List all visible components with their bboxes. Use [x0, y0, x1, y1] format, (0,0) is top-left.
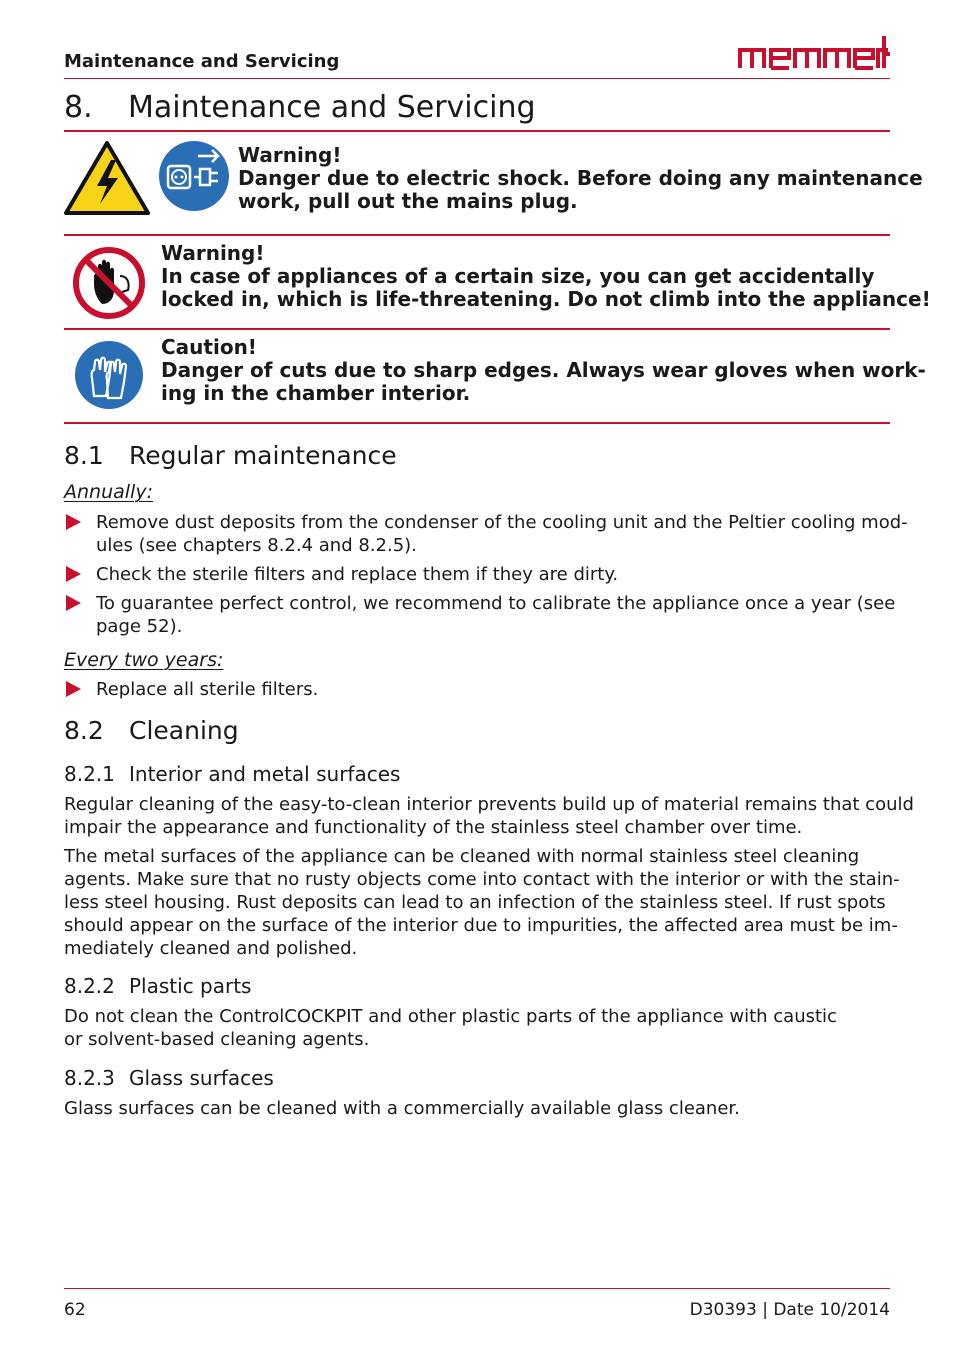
paragraph-line: impair the appearance and functionality of the stainless steel chamber over time. — [64, 817, 803, 838]
warning-text — [238, 144, 923, 213]
warning-line: In case of appliances of a certain size, you can get accidentally — [161, 264, 875, 288]
paragraph-line: or solvent-based cleaning agents. — [64, 1029, 370, 1050]
list-item — [64, 592, 896, 638]
bullet-arrow-icon — [66, 566, 81, 582]
document-info: D30393 | Date 10/2014 — [689, 1300, 890, 1320]
running-header-title: Maintenance and Servicing — [64, 51, 340, 72]
warning-line: Danger due to electric shock. Before doing any maintenance — [238, 166, 923, 190]
caution-line: ing in the chamber interior. — [161, 381, 471, 405]
bullet-arrow-icon — [66, 595, 81, 611]
list-item — [64, 511, 908, 557]
paragraph-line: The metal surfaces of the appliance can be cleaned with normal stainless steel cleaning — [64, 846, 860, 867]
paragraph-line: agents. Make sure that no rusty objects come into contact with the interior or with the stain- — [64, 869, 900, 890]
list-item — [64, 678, 890, 701]
list-item-text: Check the sterile filters and replace them if they are dirty. — [96, 564, 619, 585]
subsection-number: 8.2.3 — [64, 1066, 115, 1090]
warning-heading: Warning! — [161, 241, 265, 265]
chapter-number: 8. — [64, 90, 93, 125]
subsection-heading-plastic — [64, 974, 251, 998]
list-item-text: Remove dust deposits from the condenser of the cooling unit and the Peltier cooling mod- — [96, 512, 908, 533]
paragraph — [64, 845, 900, 960]
section-number: 8.1 — [64, 441, 104, 470]
no-entry-hand-icon — [72, 246, 146, 320]
section-number: 8.2 — [64, 716, 104, 745]
subsection-title: Plastic parts — [129, 974, 252, 998]
section-title: Cleaning — [129, 716, 239, 745]
high-voltage-warning-icon — [64, 140, 150, 216]
paragraph — [64, 1097, 890, 1120]
subsection-title: Glass surfaces — [129, 1066, 274, 1090]
paragraph — [64, 793, 914, 839]
page-header — [64, 30, 890, 79]
paragraph — [64, 1005, 890, 1051]
section-title: Regular maintenance — [129, 441, 397, 470]
list-item-text: page 52). — [96, 616, 183, 637]
section-heading-regular-maintenance — [64, 441, 397, 470]
subsection-heading-glass — [64, 1066, 274, 1090]
paragraph-line: mediately cleaned and polished. — [64, 938, 358, 959]
memmert-logo-icon — [738, 32, 890, 72]
paragraph-line: less steel housing. Rust deposits can lead to an infection of the stainless steel. If rust spots — [64, 892, 886, 913]
chapter-title-text: Maintenance and Servicing — [128, 90, 536, 125]
list-item — [64, 563, 890, 586]
list-item-text: Replace all sterile filters. — [96, 679, 319, 700]
warning-line: work, pull out the mains plug. — [238, 189, 578, 213]
annually-label: Annually: — [64, 481, 153, 503]
subsection-title: Interior and metal surfaces — [129, 762, 401, 786]
page-footer — [64, 1288, 890, 1320]
page-number: 62 — [64, 1300, 86, 1320]
every-two-years-label: Every two years: — [64, 649, 224, 671]
list-item-text: To guarantee perfect control, we recommend to calibrate the appliance once a year (see — [96, 593, 896, 614]
paragraph-line: Do not clean the ControlCOCKPIT and other plastic parts of the appliance with caustic — [64, 1006, 837, 1027]
warning-heading: Warning! — [238, 143, 342, 167]
subsection-heading-interior — [64, 762, 400, 786]
subsection-number: 8.2.2 — [64, 974, 115, 998]
paragraph-line: Glass surfaces can be cleaned with a commercially available glass cleaner. — [64, 1098, 740, 1119]
paragraph-line: Regular cleaning of the easy-to-clean interior prevents build up of material remains that could — [64, 794, 914, 815]
caution-line: Danger of cuts due to sharp edges. Always wear gloves when work- — [161, 358, 926, 382]
warning-locked-in — [64, 234, 931, 330]
bullet-arrow-icon — [66, 514, 81, 530]
paragraph-line: should appear on the surface of the interior due to impurities, the affected area must be im- — [64, 915, 898, 936]
unplug-mains-icon — [158, 140, 230, 212]
section-heading-cleaning — [64, 716, 239, 745]
warning-text — [161, 242, 931, 311]
chapter-title — [64, 90, 890, 132]
gloves-icon — [74, 340, 144, 410]
warning-electric-shock — [64, 132, 923, 236]
bullet-arrow-icon — [66, 681, 81, 697]
warning-line: locked in, which is life-threatening. Do not climb into the appliance! — [161, 287, 931, 311]
list-item-text: ules (see chapters 8.2.4 and 8.2.5). — [96, 535, 417, 556]
caution-heading: Caution! — [161, 335, 257, 359]
caution-text — [161, 336, 926, 405]
subsection-number: 8.2.1 — [64, 762, 115, 786]
caution-sharp-edges — [64, 328, 926, 424]
